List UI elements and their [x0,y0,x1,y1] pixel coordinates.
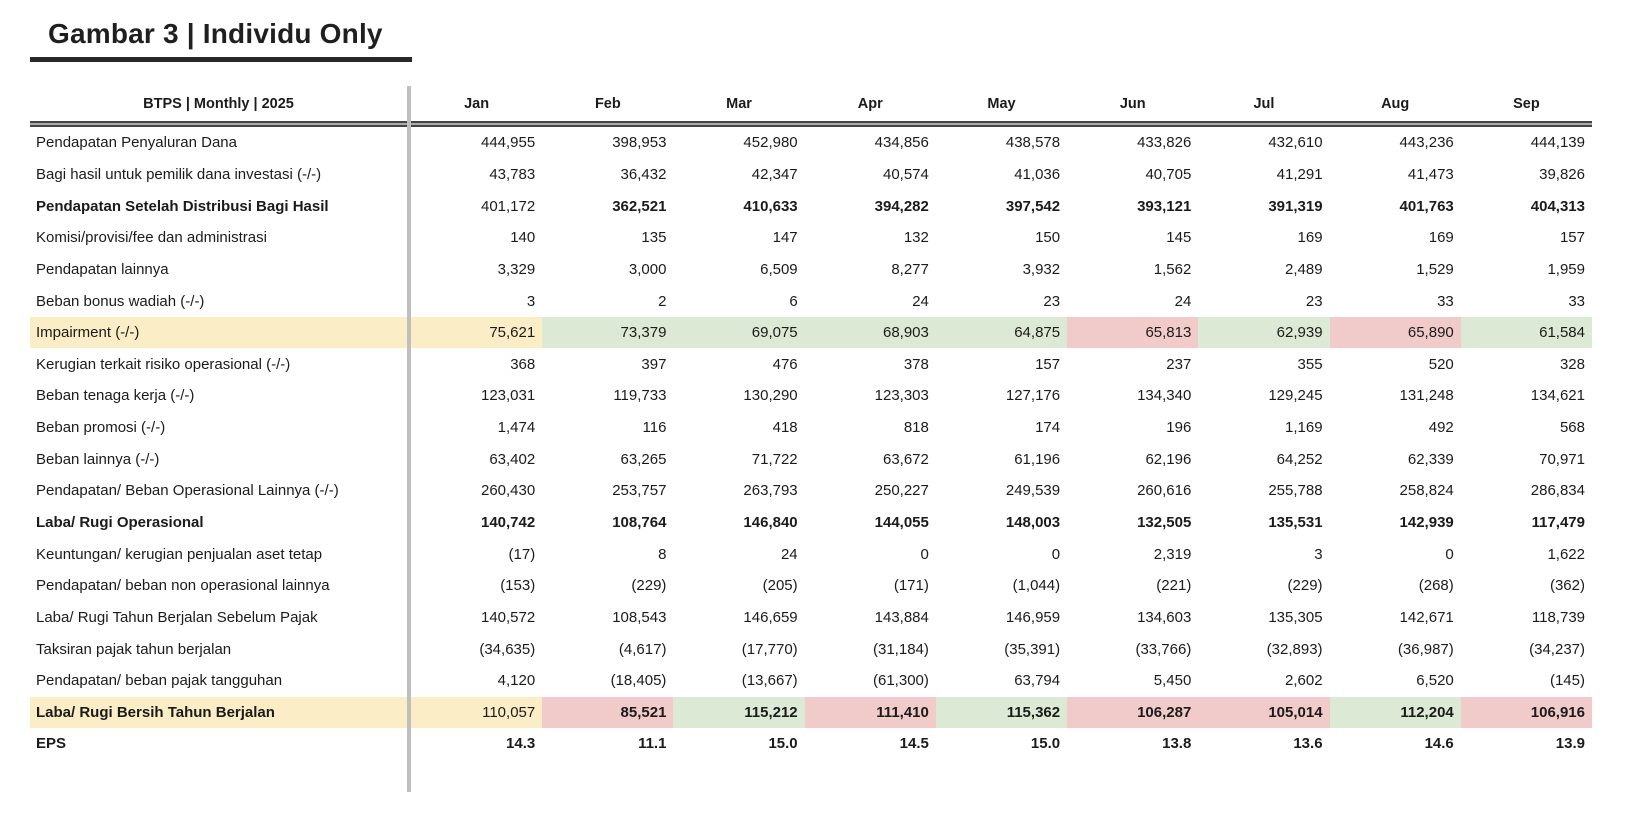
corner-header: BTPS | Monthly | 2025 [143,95,294,112]
row-label: Laba/ Rugi Tahun Berjalan Sebelum Pajak [36,608,318,626]
value-cell-aug: 131,248 [1399,387,1454,405]
table-row [30,665,1592,697]
value-cell-feb: 85,521 [542,697,673,729]
value-cell-may: 397,542 [1005,197,1061,215]
month-header-jun: Jun [1119,95,1146,112]
value-cell-jan: 1,474 [497,419,536,437]
value-cell-sep: 33 [1568,292,1585,310]
value-cell-jun: 1,562 [1153,260,1192,278]
value-cell-jul: 105,014 [1198,697,1329,729]
value-cell-sep: 1,622 [1547,545,1585,563]
value-cell-mar: 115,212 [673,697,804,729]
value-cell-jun: 260,616 [1137,482,1192,500]
value-cell-sep: 39,826 [1539,165,1585,183]
value-cell-jun: 13.8 [1162,735,1192,753]
value-cell-feb: 63,265 [620,450,667,468]
value-cell-jul: 2,602 [1285,672,1323,690]
value-cell-apr: 394,282 [874,197,929,215]
value-cell-sep: 404,313 [1530,197,1585,215]
value-cell-jun: 106,287 [1067,697,1198,729]
value-cell-jul: 391,319 [1268,197,1323,215]
value-cell-feb: 8 [658,545,667,563]
table-row [30,443,1592,475]
value-cell-mar: (13,667) [741,672,798,690]
value-cell-apr: 8,277 [891,260,929,278]
value-cell-jun: 62,196 [1145,450,1192,468]
value-cell-mar: 146,840 [743,514,798,531]
value-cell-sep: 61,584 [1461,317,1592,349]
value-cell-mar: 24 [780,545,798,563]
value-cell-apr: 63,672 [882,450,929,468]
value-cell-apr: 0 [920,545,929,563]
value-cell-feb: (18,405) [610,672,667,690]
value-cell-sep: 13.9 [1555,735,1585,753]
row-label: Pendapatan Penyaluran Dana [36,134,237,152]
value-cell-jan: 14.3 [506,735,536,753]
row-label: Beban bonus wadiah (-/-) [36,292,205,310]
value-cell-apr: 434,856 [874,134,929,152]
value-cell-sep: 106,916 [1461,697,1592,729]
row-label: Laba/ Rugi Operasional [36,514,204,531]
value-cell-mar: 263,793 [743,482,798,500]
value-cell-jan: 43,783 [489,165,536,183]
value-cell-may: 3,932 [1022,260,1061,278]
value-cell-jul: 432,610 [1268,134,1323,152]
value-cell-apr: 144,055 [874,514,929,531]
table-row [30,538,1592,570]
value-cell-may: 63,794 [1014,672,1061,690]
table-row [30,254,1592,286]
value-cell-jan: 444,955 [480,134,536,152]
value-cell-feb: (4,617) [618,640,667,658]
value-cell-aug: 62,339 [1407,450,1454,468]
value-cell-aug: (36,987) [1397,640,1454,658]
month-header-jul: Jul [1253,95,1275,112]
value-cell-apr: 250,227 [874,482,929,500]
value-cell-apr: 132 [903,229,929,247]
row-label: Pendapatan/ beban pajak tangguhan [36,672,283,690]
value-cell-may: 249,539 [1005,482,1061,500]
row-label: Pendapatan lainnya [36,260,169,278]
table-row [30,475,1592,507]
value-cell-aug: 443,236 [1399,134,1454,152]
value-cell-apr: 143,884 [874,608,929,626]
value-cell-apr: 40,574 [882,165,929,183]
value-cell-jul: 62,939 [1198,317,1329,349]
value-cell-jan: 260,430 [480,482,536,500]
value-cell-jul: 64,252 [1276,450,1323,468]
value-cell-jul: (32,893) [1266,640,1323,658]
month-header-sep: Sep [1513,95,1540,112]
row-label: Pendapatan/ Beban Operasional Lainnya (-/-) [36,482,339,500]
value-cell-jan: (17) [508,545,536,563]
value-cell-apr: 24 [912,292,929,310]
value-cell-aug: 520 [1428,355,1454,373]
figure-caption [30,14,412,62]
value-cell-jul: 23 [1305,292,1323,310]
page-title: Gambar 3 | Individu Only [48,18,383,49]
table-row [30,728,1592,760]
value-cell-mar: 130,290 [743,387,798,405]
value-cell-feb: 3,000 [628,260,667,278]
table-row [30,633,1592,665]
value-cell-jul: 3 [1314,545,1323,563]
value-cell-mar: 452,980 [743,134,798,152]
table-row [30,317,1592,349]
value-cell-aug: 258,824 [1399,482,1454,500]
value-cell-jul: 129,245 [1268,387,1323,405]
value-cell-sep: 568 [1559,419,1585,437]
value-cell-mar: (205) [762,577,798,595]
value-cell-feb: 119,733 [613,387,667,405]
table-row [30,570,1592,602]
month-header-mar: Mar [726,95,752,112]
value-cell-jan: 75,621 [411,317,542,349]
value-cell-may: 61,196 [1014,450,1061,468]
value-cell-sep: 134,621 [1530,387,1585,405]
value-cell-aug: (268) [1418,577,1454,595]
value-cell-mar: 6,509 [760,260,798,278]
value-cell-aug: 142,671 [1399,608,1454,626]
row-label: EPS [36,735,67,753]
value-cell-jun: 2,319 [1153,545,1192,563]
value-cell-may: 127,176 [1005,387,1061,405]
value-cell-jan: 401,172 [480,197,536,215]
table-body [30,127,1592,760]
value-cell-jun: 132,505 [1137,514,1192,531]
table-header-row [30,86,1592,121]
value-cell-mar: 418 [772,419,798,437]
value-cell-apr: 123,303 [874,387,929,405]
value-cell-may: 174 [1035,419,1061,437]
table-row [30,602,1592,634]
value-cell-mar: 476 [772,355,798,373]
value-cell-jun: 145 [1166,229,1192,247]
value-cell-jul: (229) [1287,577,1323,595]
value-cell-feb: 135 [641,229,667,247]
value-cell-may: 148,003 [1005,514,1061,531]
value-cell-jun: 65,813 [1067,317,1198,349]
value-cell-sep: 70,971 [1539,450,1585,468]
table-row [30,159,1592,191]
value-cell-aug: 112,204 [1330,697,1461,729]
value-cell-aug: 33 [1437,292,1454,310]
row-label: Pendapatan Setelah Distribusi Bagi Hasil [36,197,329,215]
value-cell-jan: 140,742 [480,514,536,531]
value-cell-sep: 444,139 [1530,134,1585,152]
value-cell-sep: 118,739 [1531,608,1585,626]
value-cell-sep: (145) [1549,672,1585,690]
value-cell-aug: 14.6 [1424,735,1454,753]
value-cell-jun: 134,340 [1137,387,1192,405]
value-cell-jun: 237 [1166,355,1192,373]
row-label: Pendapatan/ beban non operasional lainnya [36,577,330,595]
value-cell-may: (35,391) [1004,640,1061,658]
value-cell-may: 438,578 [1005,134,1061,152]
month-header-jan: Jan [464,95,490,112]
value-cell-aug: 65,890 [1330,317,1461,349]
value-cell-sep: 117,479 [1531,514,1585,531]
value-cell-jun: 196 [1166,419,1192,437]
value-cell-apr: (61,300) [873,672,929,690]
value-cell-jun: 393,121 [1137,197,1192,215]
row-label: Komisi/provisi/fee dan administrasi [36,229,267,247]
value-cell-feb: 73,379 [542,317,673,349]
row-label: Laba/ Rugi Bersih Tahun Berjalan [30,697,411,729]
value-cell-may: 0 [1051,545,1061,563]
value-cell-may: 115,362 [936,697,1067,729]
value-cell-feb: 397 [641,355,667,373]
table-row [30,190,1592,222]
value-cell-jul: 13.6 [1293,735,1323,753]
value-cell-apr: (171) [893,577,929,595]
value-cell-aug: 41,473 [1407,165,1454,183]
table-row [30,697,1592,729]
row-label: Kerugian terkait risiko operasional (-/-) [36,355,291,373]
value-cell-jun: (33,766) [1135,640,1192,658]
value-cell-aug: 1,529 [1416,260,1454,278]
value-cell-mar: 15.0 [768,735,798,753]
value-cell-jul: 169 [1297,229,1323,247]
value-cell-may: 23 [1043,292,1061,310]
table-row [30,222,1592,254]
value-cell-apr: 68,903 [805,317,936,349]
table-row [30,412,1592,444]
value-cell-mar: 69,075 [673,317,804,349]
value-cell-mar: 410,633 [743,197,798,215]
value-cell-apr: 111,410 [805,697,936,729]
value-cell-may: (1,044) [1012,577,1061,595]
column-divider [407,86,411,792]
value-cell-jun: 433,826 [1137,134,1192,152]
value-cell-may: 146,959 [1005,608,1061,626]
value-cell-may: 157 [1035,355,1061,373]
value-cell-aug: 142,939 [1399,514,1454,531]
value-cell-feb: 36,432 [620,165,667,183]
value-cell-aug: 169 [1428,229,1454,247]
value-cell-feb: 116 [642,419,667,437]
table-row [30,348,1592,380]
value-cell-jan: 3,329 [497,260,536,278]
value-cell-jan: 140,572 [480,608,536,626]
value-cell-sep: 328 [1559,355,1585,373]
table-row [30,507,1592,539]
value-cell-sep: 157 [1559,229,1585,247]
value-cell-sep: 286,834 [1530,482,1585,500]
row-label: Impairment (-/-) [30,317,411,349]
value-cell-apr: 818 [903,419,929,437]
value-cell-feb: 398,953 [612,134,667,152]
value-cell-feb: 362,521 [612,197,667,215]
value-cell-feb: 253,757 [612,482,667,500]
month-header-feb: Feb [594,95,621,112]
month-header-may: May [987,95,1016,112]
value-cell-jun: 5,450 [1153,672,1192,690]
table-row [30,285,1592,317]
value-cell-jul: 255,788 [1268,482,1323,500]
value-cell-jan: (153) [500,577,536,595]
value-cell-mar: 146,659 [743,608,798,626]
value-cell-feb: (229) [631,577,667,595]
value-cell-jun: 134,603 [1137,608,1192,626]
value-cell-jul: 135,305 [1268,608,1323,626]
value-cell-mar: 71,722 [751,450,798,468]
value-cell-jun: (221) [1156,577,1192,595]
value-cell-apr: 378 [903,355,929,373]
value-cell-sep: 1,959 [1547,260,1585,278]
value-cell-feb: 11.1 [638,735,667,753]
value-cell-may: 150 [1035,229,1061,247]
value-cell-jan: 110,057 [411,697,542,729]
value-cell-jun: 24 [1174,292,1192,310]
value-cell-jan: 123,031 [480,387,536,405]
table-row [30,380,1592,412]
value-cell-jul: 135,531 [1268,514,1323,531]
row-label: Beban lainnya (-/-) [36,450,160,468]
financial-table [30,86,1592,760]
value-cell-jul: 1,169 [1285,419,1323,437]
value-cell-jan: 3 [526,292,536,310]
row-label: Bagi hasil untuk pemilik dana investasi (-/-) [36,165,322,183]
value-cell-jan: 368 [510,355,536,373]
row-label: Keuntungan/ kerugian penjualan aset tetap [36,545,323,563]
value-cell-mar: 6 [789,292,798,310]
table-row [30,127,1592,159]
value-cell-aug: 401,763 [1399,197,1454,215]
value-cell-apr: (31,184) [873,640,929,658]
row-label: Beban promosi (-/-) [36,419,166,437]
month-header-apr: Apr [857,95,883,112]
month-header-aug: Aug [1381,95,1410,112]
row-label: Taksiran pajak tahun berjalan [36,640,232,658]
value-cell-aug: 6,520 [1416,672,1454,690]
value-cell-jul: 2,489 [1285,260,1323,278]
value-cell-jun: 40,705 [1145,165,1192,183]
value-cell-jul: 355 [1297,355,1323,373]
value-cell-may: 15.0 [1030,735,1061,753]
value-cell-feb: 108,764 [612,514,667,531]
value-cell-mar: 42,347 [751,165,798,183]
value-cell-mar: (17,770) [741,640,798,658]
value-cell-may: 64,875 [936,317,1067,349]
value-cell-sep: (34,237) [1529,640,1585,658]
value-cell-jan: (34,635) [479,640,536,658]
value-cell-mar: 147 [772,229,798,247]
value-cell-feb: 108,543 [612,608,667,626]
value-cell-feb: 2 [658,292,667,310]
row-label: Beban tenaga kerja (-/-) [36,387,195,405]
value-cell-jul: 41,291 [1276,165,1323,183]
value-cell-jan: 4,120 [497,672,536,690]
value-cell-apr: 14.5 [899,735,929,753]
value-cell-aug: 492 [1428,419,1454,437]
value-cell-jan: 63,402 [489,450,536,468]
value-cell-sep: (362) [1549,577,1585,595]
value-cell-jan: 140 [510,229,536,247]
value-cell-aug: 0 [1445,545,1454,563]
value-cell-may: 41,036 [1014,165,1061,183]
